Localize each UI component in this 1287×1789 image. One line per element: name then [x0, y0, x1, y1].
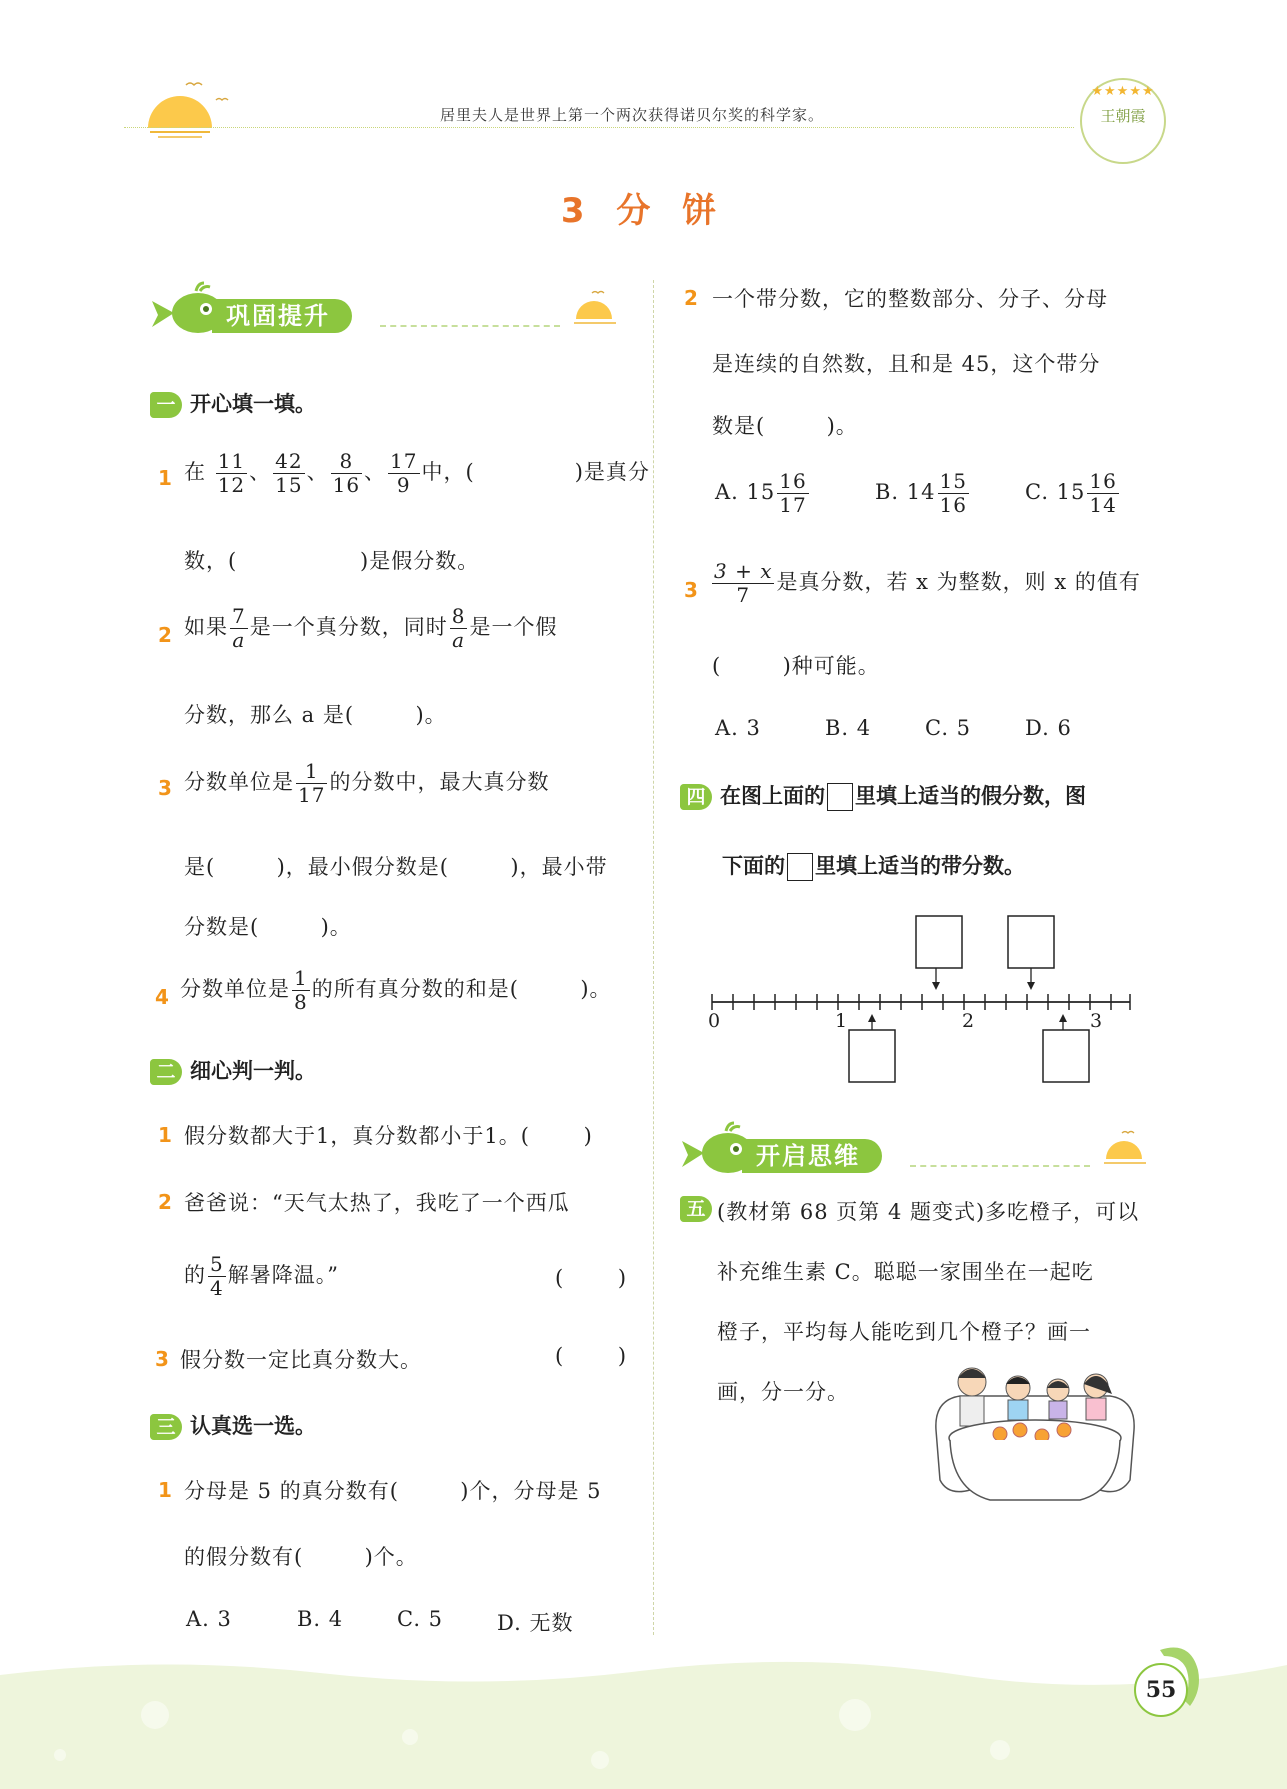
section-numberline-heading [680, 780, 1086, 811]
q2-text-c: 是一个假 [469, 615, 558, 639]
choose-1-option-d[interactable]: D. 无数 [497, 1611, 574, 1635]
choose-1-line1: 分母是 5 的真分数有( )个，分母是 5 [184, 1479, 602, 1503]
section-tag: 三 [150, 1414, 182, 1440]
fraction [273, 450, 304, 497]
q1-line1 [184, 450, 650, 497]
banner-dots [910, 1165, 1090, 1167]
numerator: 8 [331, 450, 362, 474]
right-q3-option-b[interactable]: B. 4 [825, 716, 872, 740]
numberline-label-3: 3 [1090, 1010, 1104, 1032]
choose-1-option-b[interactable]: B. 4 [297, 1607, 344, 1631]
numerator: 42 [275, 449, 303, 473]
right-q3-option-d[interactable]: D. 6 [1025, 716, 1072, 740]
denominator: 14 [1089, 493, 1117, 517]
section-title: 开心填一填。 [190, 392, 316, 416]
fraction [296, 760, 327, 807]
judge-2-b: 解暑降温。” [227, 1263, 339, 1287]
judge-2-paren[interactable]: ( ) [555, 1266, 628, 1290]
fraction [216, 450, 247, 497]
numerator: 16 [779, 469, 807, 493]
denominator: 12 [217, 473, 246, 497]
q1-end: )是真分 [574, 460, 650, 484]
page-number: 55 [1134, 1663, 1188, 1717]
header-motto: 居里夫人是世界上第一个两次获得诺贝尔奖的科学家。 [440, 106, 825, 124]
numerator: 15 [939, 469, 967, 493]
question-number: 4 [155, 985, 169, 1009]
small-sun-icon [1100, 1129, 1150, 1169]
question-number: 2 [158, 623, 172, 647]
question-number: 1 [158, 1478, 172, 1502]
header-rule [124, 127, 1074, 128]
right-q3-option-c[interactable]: C. 5 [925, 716, 972, 740]
stars-icon: ★★★★★ [1091, 84, 1155, 99]
square-box-icon [827, 783, 853, 811]
numerator: 5 [210, 1252, 224, 1276]
option-label: B. 14 [875, 480, 936, 504]
denominator: 8 [294, 990, 308, 1014]
q5-line1: (教材第 68 页第 4 题变式)多吃橙子，可以 [717, 1200, 1140, 1224]
question-number: 2 [684, 286, 698, 310]
numberline-label-0: 0 [708, 1010, 722, 1032]
judge-1-text: 假分数都大于1，真分数都小于1。( ) [184, 1124, 593, 1148]
choose-1-option-c[interactable]: C. 5 [397, 1607, 444, 1631]
number-line [700, 910, 1140, 1090]
question-number: 1 [158, 466, 172, 490]
section-judge-heading [150, 1055, 316, 1085]
numerator: 1 [296, 760, 327, 784]
q5-line2: 补充维生素 C。聪聪一家围坐在一起吃 [717, 1260, 1094, 1284]
denominator: 4 [210, 1276, 224, 1300]
fraction [331, 450, 362, 497]
q1-line2: 数，( )是假分数。 [184, 549, 480, 573]
numerator: 7 [232, 604, 246, 628]
section-title-part: 里填上适当的假分数，图 [855, 784, 1086, 808]
right-q2-option-a[interactable] [715, 470, 811, 517]
denominator: 9 [396, 473, 411, 497]
answer-box-bottom-1 [849, 1030, 895, 1082]
section-title-part: 下面的 [722, 854, 785, 878]
option-label: A. 15 [715, 480, 776, 504]
section-title-part: 在图上面的 [720, 784, 825, 808]
q3-line3: 分数是( )。 [184, 915, 352, 939]
column-divider [653, 280, 654, 1635]
question-number: 2 [158, 1190, 172, 1214]
banner-consolidate [150, 295, 620, 335]
section-five-tag [680, 1196, 720, 1222]
right-q3-text: 是真分数，若 x 为整数，则 x 的值有 [776, 570, 1141, 594]
option-label: C. 15 [1025, 480, 1086, 504]
denominator: 16 [939, 493, 967, 517]
denominator: 16 [332, 473, 361, 497]
denominator: a [452, 628, 466, 652]
choose-1-option-a[interactable]: A. 3 [186, 1607, 232, 1631]
section-fill-heading [150, 388, 316, 418]
section-tag: 四 [680, 784, 712, 810]
question-number: 3 [155, 1347, 169, 1371]
fraction [208, 1253, 226, 1300]
judge-2-line2 [184, 1253, 339, 1300]
section-title: 细心判一判。 [190, 1059, 316, 1083]
judge-2-a: 的 [184, 1263, 206, 1287]
right-q2-option-c[interactable] [1025, 470, 1121, 517]
separator: 、 [364, 460, 387, 484]
denominator: 7 [736, 583, 751, 607]
q1-pre: 在 [184, 460, 206, 484]
denominator: 17 [298, 783, 326, 807]
sunset-icon [130, 70, 240, 140]
denominator: 15 [275, 473, 303, 497]
judge-3-text: 假分数一定比真分数大。 [180, 1348, 422, 1372]
numerator: 1 [294, 966, 308, 990]
banner-consolidate-label: 巩固提升 [212, 299, 352, 333]
fraction [450, 605, 468, 652]
numerator: 11 [217, 449, 246, 473]
section-tag: 一 [150, 392, 182, 418]
banner-thinking-label: 开启思维 [742, 1139, 882, 1173]
section-choose-heading [150, 1410, 316, 1440]
judge-2-line1: 爸爸说：“天气太热了，我吃了一个西瓜 [184, 1191, 570, 1215]
banner-thinking [680, 1135, 1160, 1175]
family-table-illustration [930, 1360, 1140, 1520]
answer-box-top-1 [916, 916, 962, 968]
right-q2-line2: 是连续的自然数，且和是 45，这个带分 [712, 352, 1101, 376]
fraction [292, 967, 310, 1014]
publisher-logo [1080, 78, 1166, 164]
numberline-label-1: 1 [835, 1010, 849, 1032]
section-numberline-heading-2 [722, 850, 1025, 881]
q3-text-a: 分数单位是 [184, 770, 294, 794]
fraction [938, 470, 969, 517]
right-q2-line3: 数是( )。 [712, 414, 858, 438]
banner-dots [380, 325, 560, 327]
q5-line4: 画，分一分。 [717, 1380, 849, 1404]
denominator: 17 [779, 493, 807, 517]
numerator: 16 [1089, 469, 1117, 493]
section-title: 认真选一选。 [190, 1414, 316, 1438]
fraction [388, 450, 419, 497]
denominator: a [232, 628, 246, 652]
section-tag: 二 [150, 1059, 182, 1085]
numerator: 8 [451, 604, 466, 628]
right-q3-option-a[interactable]: A. 3 [715, 716, 761, 740]
section-title-part: 里填上适当的带分数。 [815, 854, 1025, 878]
question-number: 3 [684, 578, 698, 602]
right-q3-line2: ( )种可能。 [712, 654, 880, 678]
fraction [230, 605, 248, 652]
fraction [1087, 470, 1118, 517]
square-box-icon [787, 853, 813, 881]
q3-line1 [184, 760, 549, 807]
separator: 、 [306, 460, 329, 484]
q3-text-b: 的分数中，最大真分数 [329, 770, 550, 794]
bottom-wave-decoration [0, 1655, 1287, 1789]
right-q2-option-b[interactable] [875, 470, 971, 517]
logo-text: 王朝霞 [1100, 107, 1146, 125]
question-number: 1 [158, 1123, 172, 1147]
answer-box-bottom-2 [1043, 1030, 1089, 1082]
q2-text-b: 是一个真分数，同时 [249, 615, 448, 639]
q4-line1 [180, 967, 612, 1014]
q4-text-b: 的所有真分数的和是( )。 [311, 977, 612, 1001]
q4-text-a: 分数单位是 [180, 977, 290, 1001]
question-number: 3 [158, 776, 172, 800]
choose-1-line2: 的假分数有( )个。 [184, 1545, 418, 1569]
section-tag: 五 [680, 1196, 712, 1222]
right-q3-line1 [710, 560, 1141, 607]
q2-line1 [184, 605, 557, 652]
q5-line3: 橙子，平均每人能吃到几个橙子？画一 [717, 1320, 1091, 1344]
fraction [777, 470, 808, 517]
judge-3-paren[interactable]: ( ) [555, 1344, 628, 1368]
answer-box-top-2 [1008, 916, 1054, 968]
q3-line2: 是( )，最小假分数是( )，最小带 [184, 855, 608, 879]
numerator: 17 [390, 449, 418, 473]
page-title: 3 分 饼 [560, 191, 727, 231]
numberline-label-2: 2 [962, 1010, 976, 1032]
fraction [712, 560, 774, 607]
right-q2-line1: 一个带分数，它的整数部分、分子、分母 [712, 287, 1108, 311]
q2-line2: 分数，那么 a 是( )。 [184, 703, 447, 727]
q2-text-a: 如果 [184, 615, 228, 639]
q1-mid: 中，( [421, 460, 475, 484]
numerator: 3 + x [714, 559, 773, 583]
separator: 、 [249, 460, 272, 484]
small-sun-icon [570, 289, 620, 329]
